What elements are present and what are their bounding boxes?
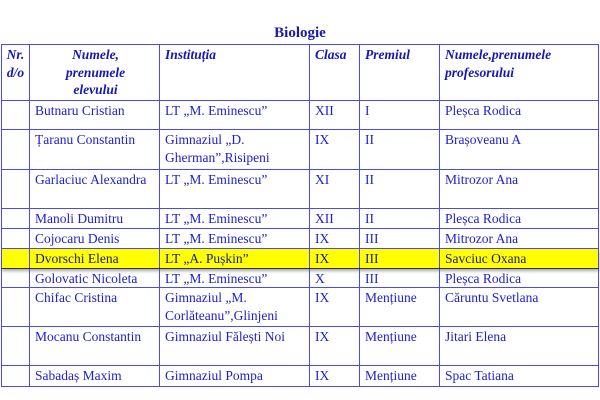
institution: Gimnaziul „M. Corlăteanu”,Glinjeni — [160, 288, 310, 327]
table-row — [2, 101, 599, 130]
institution: LT „A. Pușkin” — [160, 248, 310, 268]
prize: III — [360, 268, 440, 288]
header-class: Clasa — [310, 45, 360, 101]
student-name: Sabadaș Maxim — [30, 366, 160, 387]
student-name: Golovatic Nicoleta — [30, 268, 160, 288]
row-number — [2, 101, 30, 130]
header-prize: Premiul — [360, 45, 440, 101]
section-title: Biologie — [274, 25, 326, 41]
class: IX — [310, 288, 360, 327]
prize: III — [360, 248, 440, 268]
table-row — [2, 288, 599, 327]
header-institution: Instituția — [160, 45, 310, 101]
results-table — [1, 44, 599, 387]
prize: Mențiune — [360, 288, 440, 327]
prize: Mențiune — [360, 366, 440, 387]
row-number — [2, 228, 30, 248]
teacher: Jitari Elena — [440, 327, 599, 366]
student-name: Manoli Dumitru — [30, 209, 160, 229]
class: IX — [310, 366, 360, 387]
header-nr: Nr. d/o — [2, 45, 30, 101]
row-number — [2, 288, 30, 327]
institution: Gimnaziul Pompa — [160, 366, 310, 387]
institution: LT „M. Eminescu” — [160, 209, 310, 229]
institution: Gimnaziul Fălești Noi — [160, 327, 310, 366]
student-name: Butnaru Cristian — [30, 101, 160, 130]
student-name: Țaranu Constantin — [30, 130, 160, 170]
student-name: Garlaciuc Alexandra — [30, 170, 160, 209]
class: XII — [310, 101, 360, 130]
student-name: Cojocaru Denis — [30, 228, 160, 248]
row-number — [2, 130, 30, 170]
institution: LT „M. Eminescu” — [160, 170, 310, 209]
teacher: Pleșca Rodica — [440, 101, 599, 130]
prize: II — [360, 130, 440, 170]
teacher: Brașoveanu A — [440, 130, 599, 170]
table-row — [2, 327, 599, 366]
teacher: Pleșca Rodica — [440, 209, 599, 229]
row-number — [2, 248, 30, 268]
institution: LT „M. Eminescu” — [160, 268, 310, 288]
teacher: Pleșca Rodica — [440, 268, 599, 288]
institution: Gimnaziul „D. Gherman”,Risipeni — [160, 130, 310, 170]
table-row — [2, 366, 599, 387]
table-row — [2, 268, 599, 288]
row-number — [2, 170, 30, 209]
header-row — [2, 45, 599, 101]
table-row — [2, 228, 599, 248]
header-teacher: Numele,prenumele profesorului — [440, 45, 599, 101]
class: XI — [310, 170, 360, 209]
student-name: Chifac Cristina — [30, 288, 160, 327]
row-number — [2, 366, 30, 387]
prize: II — [360, 170, 440, 209]
student-name: Dvorschi Elena — [30, 248, 160, 268]
class: IX — [310, 327, 360, 366]
row-number — [2, 327, 30, 366]
prize: I — [360, 101, 440, 130]
table-row — [2, 170, 599, 209]
institution: LT „M. Eminescu” — [160, 101, 310, 130]
table-row — [2, 209, 599, 229]
row-number — [2, 268, 30, 288]
class: IX — [310, 248, 360, 268]
teacher: Mitrozor Ana — [440, 170, 599, 209]
prize: II — [360, 209, 440, 229]
prize: III — [360, 228, 440, 248]
prize: Mențiune — [360, 327, 440, 366]
teacher: Mitrozor Ana — [440, 228, 599, 248]
student-name: Mocanu Constantin — [30, 327, 160, 366]
table-row — [2, 248, 599, 268]
class: IX — [310, 228, 360, 248]
row-number — [2, 209, 30, 229]
class: X — [310, 268, 360, 288]
class: XII — [310, 209, 360, 229]
teacher: Căruntu Svetlana — [440, 288, 599, 327]
teacher: Spac Tatiana — [440, 366, 599, 387]
class: IX — [310, 130, 360, 170]
institution: LT „M. Eminescu” — [160, 228, 310, 248]
table-row — [2, 130, 599, 170]
header-name: Numele, prenumele elevului — [30, 45, 160, 101]
teacher: Savciuc Oxana — [440, 248, 599, 268]
